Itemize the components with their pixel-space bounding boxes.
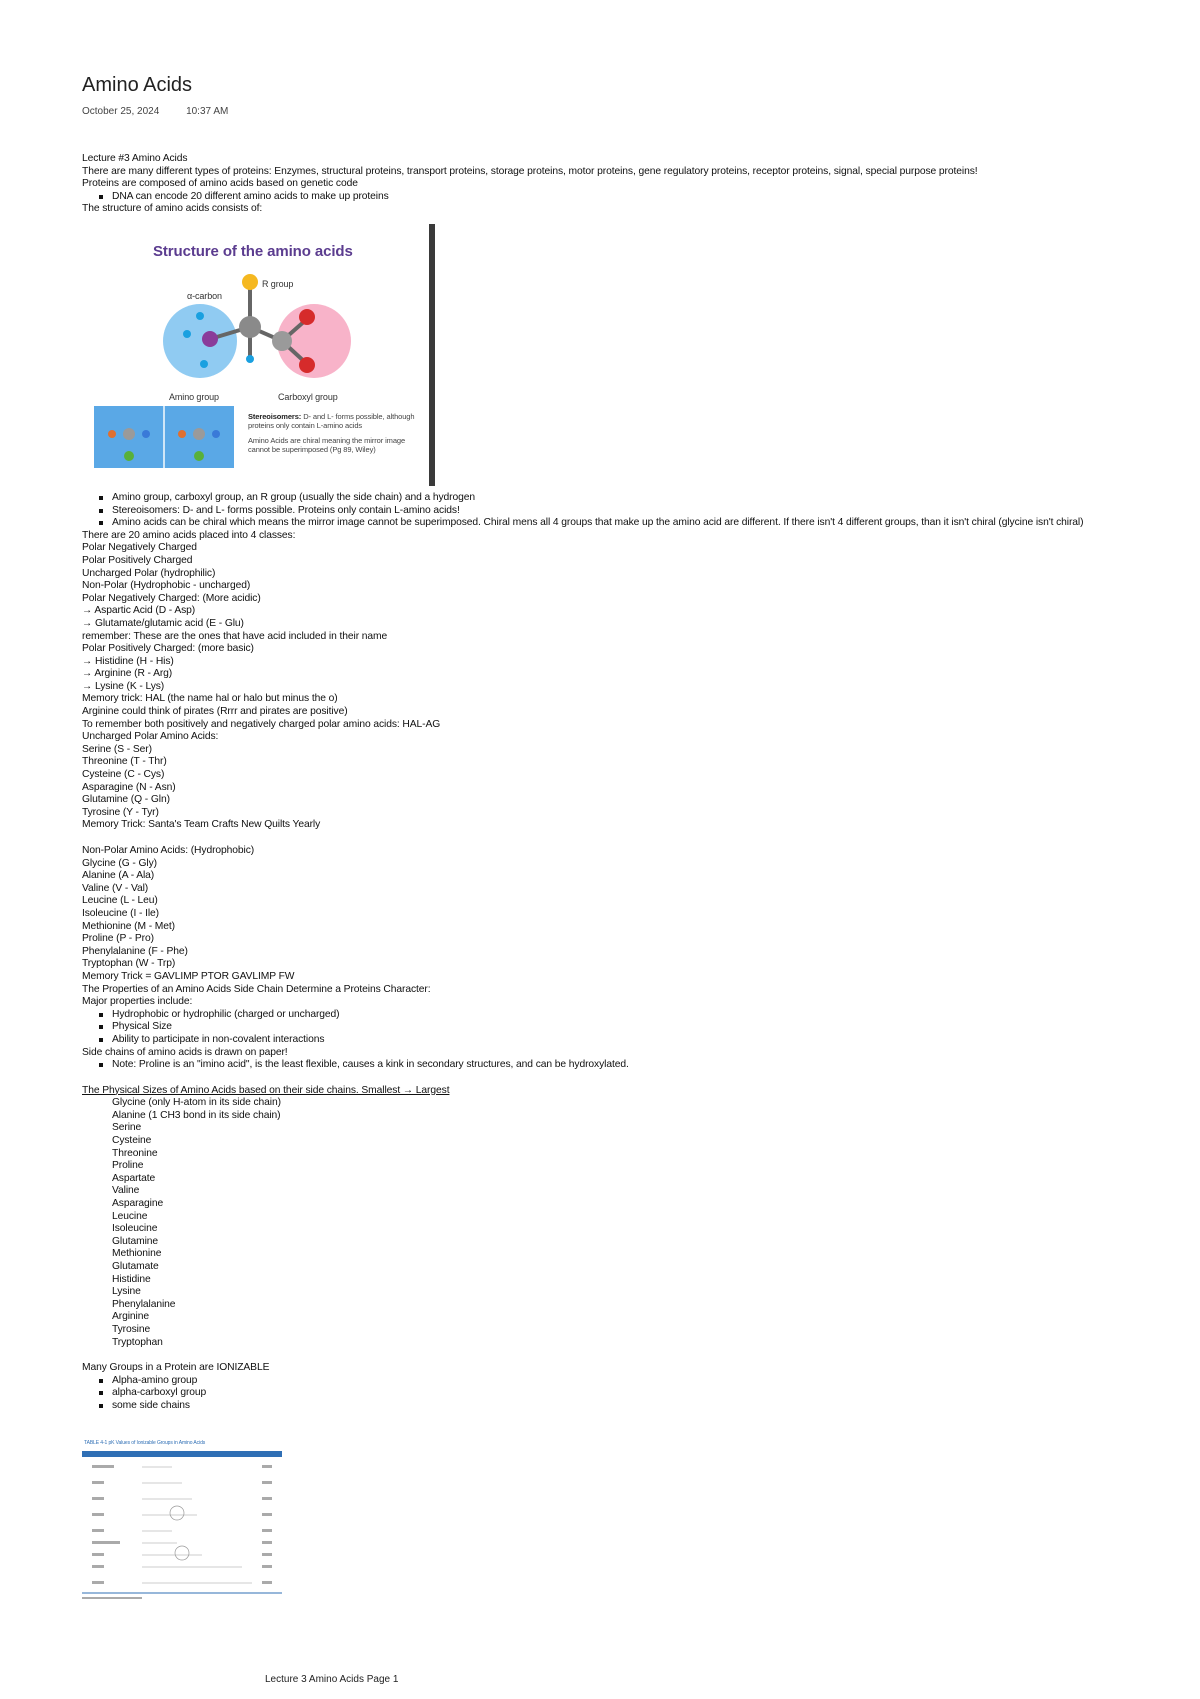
nonpolar-line: Memory Trick = GAVLIMP PTOR GAVLIMP FW	[82, 970, 295, 982]
classes-line: Uncharged Polar Amino Acids:	[82, 731, 219, 743]
size-list-item: Histidine	[112, 1273, 151, 1285]
classes-line: To remember both positively and negatively charged polar amino acids: HAL-AG	[82, 718, 441, 730]
alpha-carbon-label: α-carbon	[187, 290, 222, 301]
pka-table-figure	[82, 1437, 282, 1605]
nonpolar-line: Phenylalanine (F - Phe)	[82, 945, 188, 957]
size-list-item: Proline	[112, 1160, 144, 1172]
ionizable-bullet: alpha-carboxyl group	[82, 1387, 1182, 1400]
ionizable-bullet: some side chains	[82, 1400, 1182, 1413]
classes-line: Glutamine (Q - Gln)	[82, 794, 170, 806]
side-chains-line: Side chains of amino acids is drawn on paper!	[82, 1046, 288, 1058]
classes-line: Serine (S - Ser)	[82, 743, 152, 755]
intro-bullet: DNA can encode 20 different amino acids to make up proteins	[82, 191, 1182, 204]
property-bullet: Hydrophobic or hydrophilic (charged or uncharged)	[82, 1009, 1182, 1022]
size-list-item: Tryptophan	[112, 1336, 163, 1348]
nonpolar-line: Isoleucine (I - Ile)	[82, 907, 159, 919]
structure-bullet: Amino group, carboxyl group, an R group (usually the side chain) and a hydrogen	[82, 492, 1182, 505]
lecture-title: Lecture #3 Amino Acids	[82, 153, 188, 164]
classes-line: Arginine could think of pirates (Rrrr and pirates are positive)	[82, 706, 348, 718]
classes-line: → Arginine (R - Arg)	[82, 668, 173, 680]
chiral-text: Amino Acids are chiral meaning the mirror image cannot be superimposed (Pg 89, Wiley)	[248, 435, 406, 454]
figure-edge	[429, 224, 435, 486]
page-title: Amino Acids	[82, 74, 193, 96]
size-list-item: Threonine	[112, 1147, 158, 1159]
classes-line: Tyrosine (Y - Tyr)	[82, 806, 159, 818]
size-list-item: Aspartate	[112, 1172, 156, 1184]
size-list-item: Glutamine	[112, 1235, 159, 1247]
nonpolar-line: Proline (P - Pro)	[82, 933, 154, 945]
classes-line: Polar Negatively Charged	[82, 542, 197, 554]
pka-table-drawing	[82, 1437, 282, 1605]
size-list-item: Arginine	[112, 1311, 149, 1323]
classes-line: Polar Negatively Charged: (More acidic)	[82, 592, 261, 604]
sizes-heading: The Physical Sizes of Amino Acids based on their side chains. Smallest → Largest	[82, 1084, 450, 1096]
nonpolar-line: Alanine (A - Ala)	[82, 870, 155, 882]
nonpolar-line: The Properties of an Amino Acids Side Chain Determine a Proteins Character:	[82, 983, 431, 995]
size-list-item: Isoleucine	[112, 1223, 158, 1235]
classes-line: Memory Trick: Santa's Team Crafts New Quilts Yearly	[82, 819, 321, 831]
classes-line: Polar Positively Charged	[82, 554, 193, 566]
page-footer: Lecture 3 Amino Acids Page 1	[265, 1674, 399, 1685]
size-list-item: Serine	[112, 1122, 142, 1134]
amino-acid-structure-figure	[82, 224, 435, 486]
proline-note: Note: Proline is an "imino acid", is the least flexible, causes a kink in secondary structures, and can be hydroxylated.	[82, 1059, 1182, 1072]
classes-line: → Lysine (K - Lys)	[82, 680, 165, 692]
classes-line: → Histidine (H - His)	[82, 655, 174, 667]
property-bullet: Ability to participate in non-covalent interactions	[82, 1034, 1182, 1047]
nonpolar-line: Valine (V - Val)	[82, 882, 149, 894]
size-list-item: Asparagine	[112, 1198, 164, 1210]
classes-line: Memory trick: HAL (the name hal or halo but minus the o)	[82, 693, 338, 705]
size-list-item: Methionine	[112, 1248, 162, 1260]
size-list-item: Leucine	[112, 1210, 148, 1222]
carboxyl-group-label: Carboxyl group	[278, 391, 338, 402]
nonpolar-section	[82, 845, 1182, 1009]
ionizable-line: Many Groups in a Protein are IONIZABLE	[82, 1362, 270, 1374]
nonpolar-line: Glycine (G - Gly)	[82, 857, 157, 869]
size-list-item: Phenylalanine	[112, 1298, 176, 1310]
nonpolar-line: Leucine (L - Leu)	[82, 895, 158, 907]
nonpolar-line: Non-Polar Amino Acids: (Hydrophobic)	[82, 845, 255, 856]
intro-line: Proteins are composed of amino acids based on genetic code	[82, 178, 358, 190]
page-meta	[82, 106, 252, 117]
stereoisomer-caption	[248, 412, 418, 454]
pka-table-title: TABLE 4-1 pK Values of Ionizable Groups in Amino Acids	[84, 1439, 206, 1446]
ionizable-bullet: Alpha-amino group	[82, 1375, 1182, 1388]
classes-line: Asparagine (N - Asn)	[82, 781, 176, 793]
amino-group-label: Amino group	[169, 391, 219, 402]
classes-line: Non-Polar (Hydrophobic - uncharged)	[82, 580, 251, 592]
r-group-label: R group	[262, 278, 294, 289]
classes-line: Uncharged Polar (hydrophilic)	[82, 567, 216, 579]
classes-line: Cysteine (C - Cys)	[82, 769, 165, 781]
size-list-item: Alanine (1 CH3 bond in its side chain)	[112, 1109, 281, 1121]
classes-line: There are 20 amino acids placed into 4 classes:	[82, 529, 296, 541]
page-time: 10:37 AM	[186, 106, 229, 117]
structure-bullet: Amino acids can be chiral which means the mirror image cannot be superimposed. Chiral mens all 4 groups that make up the amino acid are different. If there isn't 4 different groups, than it isn't chiral (glycine isn't chiral)	[82, 517, 1182, 530]
page-date: October 25, 2024	[82, 106, 160, 117]
classes-line: Threonine (T - Thr)	[82, 756, 167, 768]
structure-bullet: Stereoisomers: D- and L- forms possible. Proteins only contain L-amino acids!	[82, 505, 1182, 518]
classes-line: remember: These are the ones that have acid included in their name	[82, 630, 388, 642]
note-body	[82, 153, 1182, 1611]
size-list-item: Glutamate	[112, 1261, 159, 1272]
property-bullet: Physical Size	[82, 1021, 1182, 1034]
stereo-heading: Stereoisomers:	[248, 411, 302, 421]
size-list-item: Valine	[112, 1185, 140, 1197]
size-list-item: Lysine	[112, 1286, 141, 1298]
classes-section	[82, 530, 1182, 832]
size-list-item: Cysteine	[112, 1135, 152, 1147]
classes-line: Polar Positively Charged: (more basic)	[82, 643, 254, 655]
nonpolar-line: Major properties include:	[82, 996, 193, 1008]
figure-title: Structure of the amino acids	[153, 242, 353, 260]
sizes-list	[82, 1097, 1182, 1349]
classes-line: → Glutamate/glutamic acid (E - Glu)	[82, 617, 244, 629]
size-list-item: Glycine (only H-atom in its side chain)	[112, 1097, 281, 1109]
stereo-text: D- and L- forms possible, although proteins only contain L-amino acids	[248, 411, 415, 430]
nonpolar-line: Methionine (M - Met)	[82, 920, 175, 932]
size-list-item: Tyrosine	[112, 1323, 151, 1335]
classes-line: → Aspartic Acid (D - Asp)	[82, 605, 196, 617]
nonpolar-line: Tryptophan (W - Trp)	[82, 958, 176, 970]
intro-line: There are many different types of proteins: Enzymes, structural proteins, transport proteins, storage proteins, motor proteins, gene regulatory proteins, receptor proteins, signal, special purpose proteins!	[82, 165, 978, 177]
structure-intro: The structure of amino acids consists of:	[82, 203, 263, 215]
